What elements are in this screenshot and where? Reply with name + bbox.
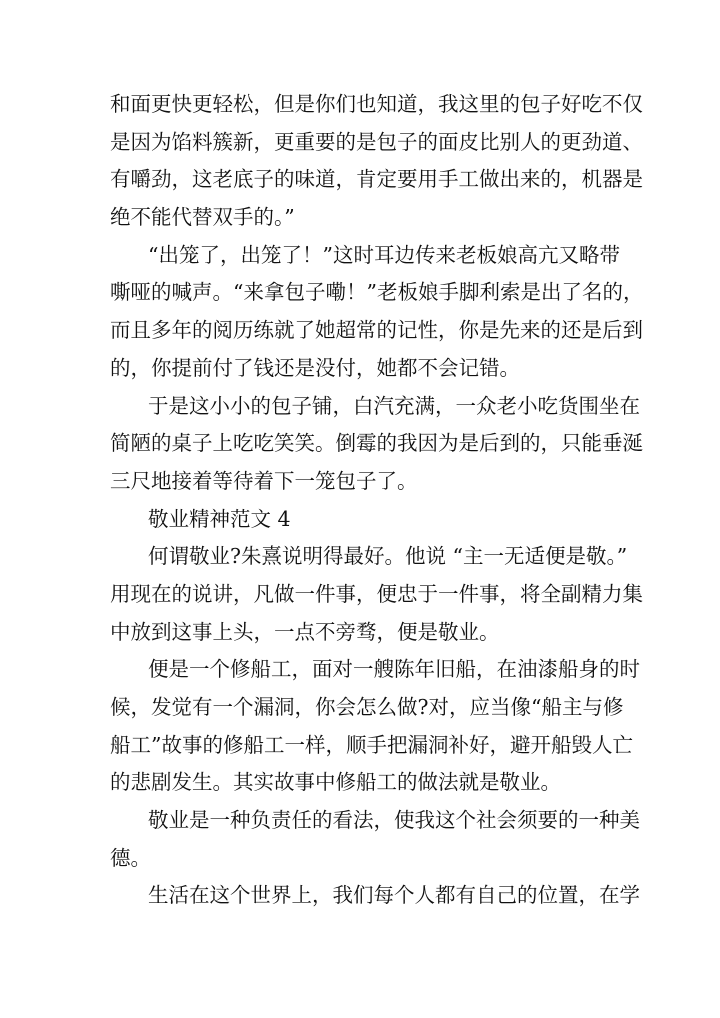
text-line: 候，发觉有一个漏洞，你会怎么做?对，应当像“船主与修	[110, 695, 624, 719]
text-line: 和面更快更轻松，但是你们也知道，我这里的包子好吃不仅	[110, 92, 643, 116]
text-line: 何谓敬业?朱熹说明得最好。他说 “主一无适便是敬。”	[148, 544, 628, 569]
text-line: 而且多年的阅历练就了她超常的记性，你是先来的还是后到	[110, 318, 643, 343]
text-line: 简陋的桌子上吃吃笑笑。倒霉的我因为是后到的，只能垂涎	[110, 431, 643, 456]
text-line: 中放到这事上头，一点不旁骛，便是敬业。	[110, 619, 500, 644]
text-line: 便是一个修船工，面对一艘陈年旧船，在油漆船身的时	[148, 657, 640, 682]
text-line: 的，你提前付了钱还是没付，她都不会记错。	[110, 355, 520, 380]
text-line: 敬业是一种负责任的看法，使我这个社会须要的一种美	[148, 808, 640, 833]
section-heading: 敬业精神范文 4	[148, 506, 291, 531]
text-line: 用现在的说讲，凡做一件事，便忠于一件事，将全副精力集	[110, 581, 643, 606]
text-line: 是因为馅料簇新，更重要的是包子的面皮比别人的更劲道、	[110, 129, 643, 154]
text-line: 于是这小小的包子铺，白汽充满，一众老小吃货围坐在	[148, 393, 640, 418]
text-line: 嘶哑的喊声。“来拿包子嘞！”老板娘手脚利索是出了名的，	[110, 280, 644, 305]
text-line: 三尺地接着等待着下一笼包子了。	[110, 468, 418, 493]
text-line: 船工”故事的修船工一样，顺手把漏洞补好，避开船毁人亡	[110, 732, 633, 757]
text-line: 生活在这个世界上，我们每个人都有自己的位置，在学	[148, 883, 640, 908]
text-line: “出笼了，出笼了！”这时耳边传来老板娘高亢又略带	[148, 242, 620, 267]
text-line: 有嚼劲，这老底子的味道，肯定要用手工做出来的，机器是	[110, 167, 643, 192]
text-line: 的悲剧发生。其实故事中修船工的做法就是敬业。	[110, 770, 561, 795]
text-line: 德。	[110, 845, 151, 870]
body-text	[110, 86, 644, 915]
text-line: 绝不能代替双手的。”	[110, 205, 295, 230]
